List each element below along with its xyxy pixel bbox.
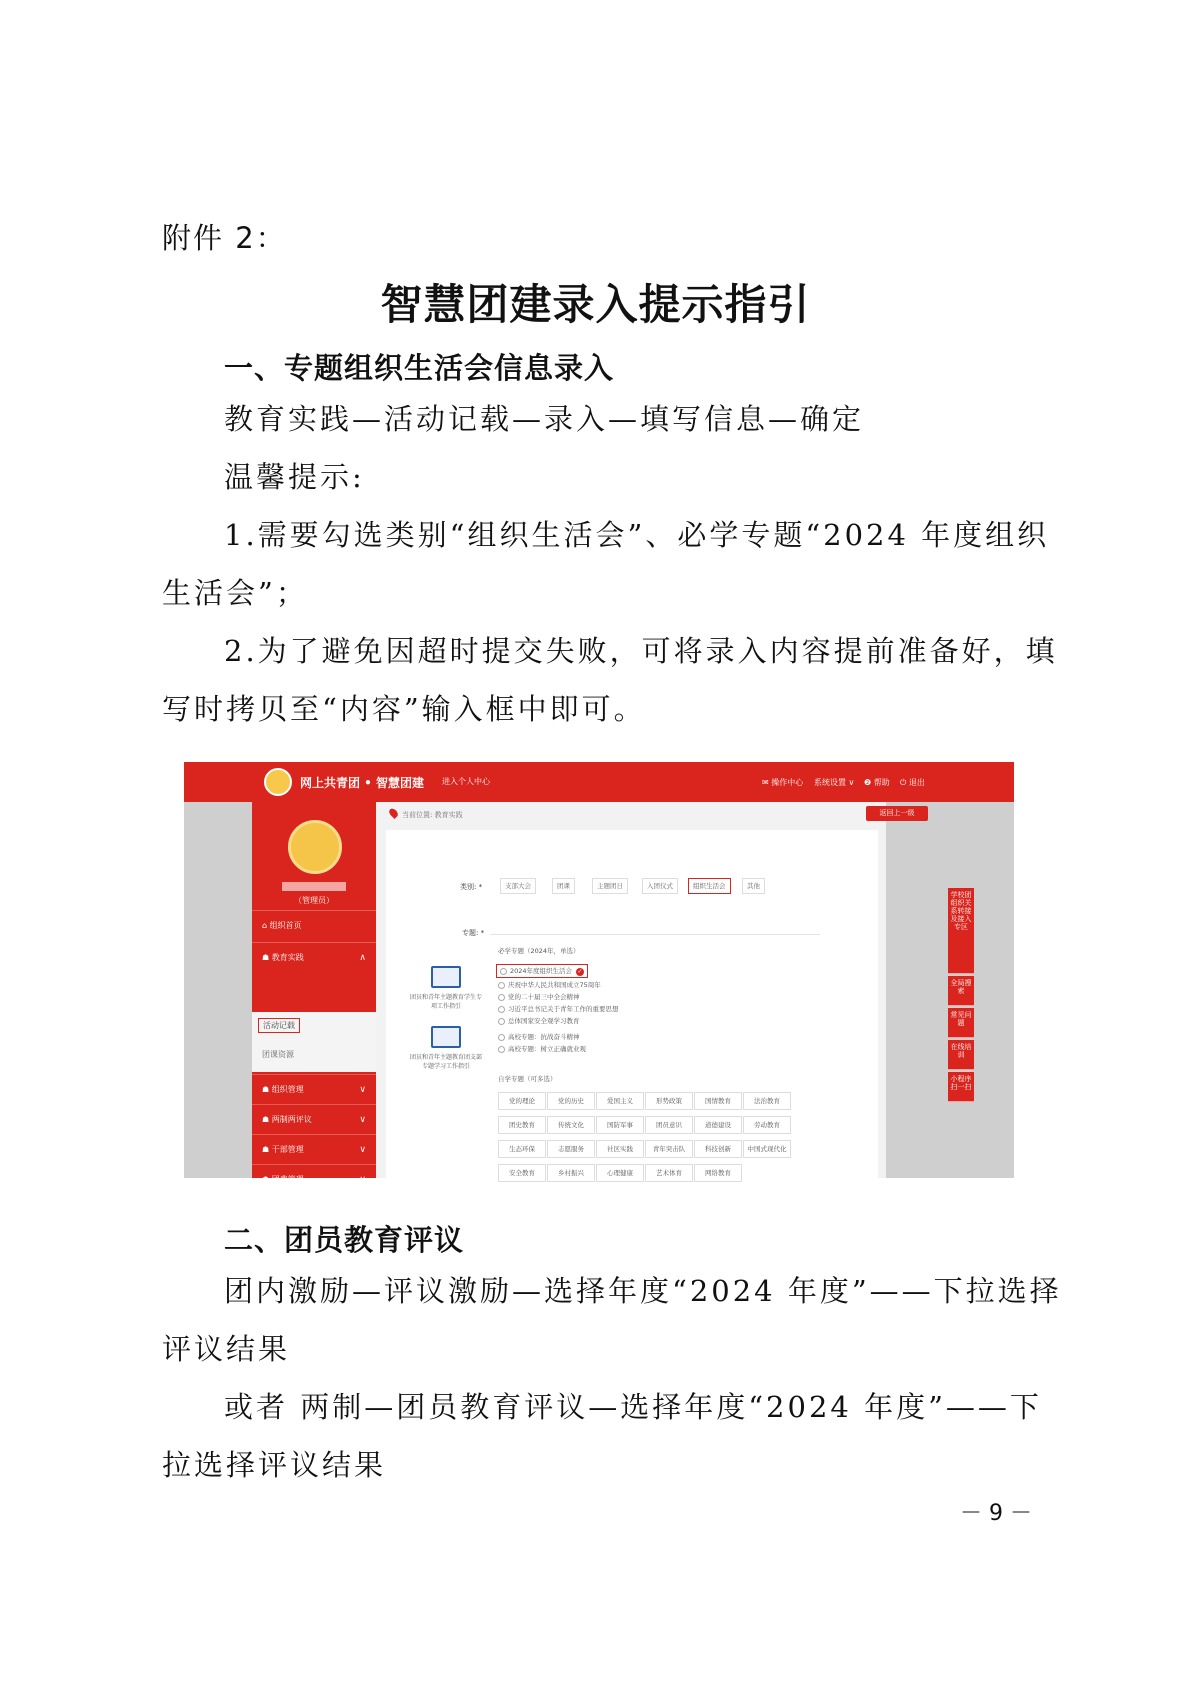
- guide-card-branches[interactable]: 团员和青年主题教育团支部专题学习工作指引: [408, 1026, 484, 1070]
- org-avatar: [288, 820, 342, 874]
- transfer-zone-button[interactable]: 学校团组织关系转接及接入专区: [948, 888, 974, 974]
- section2-line1: 团内激励—评议激励—选择年度“2024 年度”——下拉选择: [224, 1274, 1062, 1308]
- tag[interactable]: 团员意识: [645, 1116, 693, 1134]
- attachment-label: 附件 2：: [162, 221, 287, 255]
- option-2024-org-life-meeting[interactable]: 2024年度组织生活会 ✓: [496, 964, 588, 978]
- tag[interactable]: 心理健康: [596, 1164, 644, 1182]
- tag[interactable]: 艺术体育: [645, 1164, 693, 1182]
- chevron-down-icon: ∨: [359, 1115, 366, 1125]
- chevron-down-icon: ∨: [359, 1145, 366, 1155]
- section2-line4: 拉选择评议结果: [162, 1448, 387, 1482]
- optional-topics-label: 自学专题（可多选）: [498, 1075, 557, 1083]
- nav-org-home[interactable]: ⌂ 组织首页: [252, 910, 376, 940]
- logout-link[interactable]: ⏻ 退出: [900, 778, 925, 787]
- tag[interactable]: 团史教育: [498, 1116, 546, 1134]
- location-pin-icon: [387, 807, 399, 819]
- tag[interactable]: 生态环保: [498, 1140, 546, 1158]
- laptop-icon: [431, 1026, 461, 1048]
- tag[interactable]: 党的历史: [547, 1092, 595, 1110]
- tag[interactable]: 传统文化: [547, 1116, 595, 1134]
- faq-button[interactable]: 常见问题: [948, 1008, 974, 1038]
- tag[interactable]: 志愿服务: [547, 1140, 595, 1158]
- section1-heading: 一、专题组织生活会信息录入: [224, 351, 615, 385]
- nav-org-management[interactable]: ☗ 组织管理 ∨: [252, 1074, 376, 1104]
- mini-program-button[interactable]: 小程序扫一扫: [948, 1072, 974, 1102]
- tag[interactable]: 科技创新: [694, 1140, 742, 1158]
- option-youth-thought[interactable]: 习近平总书记关于青年工作的重要思想: [498, 1004, 619, 1013]
- system-screenshot: [184, 762, 1014, 1185]
- submenu-activity-record[interactable]: 活动记载: [258, 1018, 300, 1033]
- chevron-down-icon: ∨: [359, 1085, 366, 1095]
- tag[interactable]: 党的理论: [498, 1092, 546, 1110]
- section2-line3: 或者 两制—团员教育评议—选择年度“2024 年度”——下: [224, 1390, 1042, 1424]
- tag[interactable]: 中国式现代化: [743, 1140, 791, 1158]
- nav-two-systems[interactable]: ☗ 两制两评议 ∨: [252, 1104, 376, 1134]
- category-tab-joining-ceremony[interactable]: 入团仪式: [642, 878, 678, 894]
- tag[interactable]: 形势政策: [645, 1092, 693, 1110]
- tag[interactable]: 社区实践: [596, 1140, 644, 1158]
- section2-heading: 二、团员教育评议: [224, 1223, 465, 1257]
- option-75th-anniversary[interactable]: 庆祝中华人民共和国成立75周年: [498, 980, 601, 989]
- tip1-line2: 生活会”；: [162, 576, 308, 610]
- topic-label: 专题: *: [462, 929, 485, 937]
- global-search-button[interactable]: 全局搜索: [948, 976, 974, 1006]
- breadcrumb: 当前位置: 教育实践: [402, 811, 463, 819]
- nav-cadre-management[interactable]: ☗ 干部管理 ∨: [252, 1134, 376, 1164]
- brand-title: 网上共青团 • 智慧团建: [300, 776, 425, 790]
- main-area: [376, 802, 886, 1178]
- laptop-icon: [431, 966, 461, 988]
- category-tab-branch-meeting[interactable]: 支部大会: [500, 878, 536, 894]
- user-role: （管理员）: [294, 896, 334, 905]
- radio-icon: [500, 968, 507, 975]
- tag[interactable]: 青年突击队: [645, 1140, 693, 1158]
- tag[interactable]: 网络教育: [694, 1164, 742, 1182]
- tag[interactable]: 爱国主义: [596, 1092, 644, 1110]
- youth-league-logo: [264, 768, 292, 796]
- tag[interactable]: 法治教育: [743, 1092, 791, 1110]
- category-tab-org-life-meeting[interactable]: 组织生活会: [688, 878, 731, 894]
- section2-line2: 评议结果: [162, 1332, 291, 1366]
- option-campus-spirit[interactable]: 高校专题：抗战奋斗精神: [498, 1032, 580, 1041]
- tag[interactable]: 安全教育: [498, 1164, 546, 1182]
- top-bar: [184, 762, 1014, 802]
- option-third-plenum[interactable]: 党的二十届三中全会精神: [498, 992, 580, 1001]
- org-name-blurred: [282, 882, 346, 891]
- topic-divider: [490, 934, 820, 935]
- tip1-line1: 1.需要勾选类别“组织生活会”、必学专题“2024 年度组织: [224, 518, 1050, 552]
- online-training-button[interactable]: 在线培训: [948, 1040, 974, 1070]
- operation-center-link[interactable]: ✉ 操作中心: [762, 778, 804, 787]
- category-tab-league-class[interactable]: 团课: [552, 878, 575, 894]
- option-national-security[interactable]: 总体国家安全观学习教育: [498, 1016, 580, 1025]
- submenu-course-resources[interactable]: 团课资源: [262, 1050, 294, 1059]
- personal-center-link[interactable]: 进入个人中心: [442, 777, 490, 786]
- nav-education-practice[interactable]: ☗ 教育实践 ∧: [252, 942, 376, 972]
- sidebar: [252, 802, 376, 1185]
- chevron-down-icon: ∨: [359, 1175, 366, 1185]
- category-label: 类别: *: [460, 883, 483, 891]
- category-tab-other[interactable]: 其他: [742, 878, 765, 894]
- nav-fee-management[interactable]: ☗ 团费管理 ∨: [252, 1164, 376, 1194]
- guide-card-students[interactable]: 团员和青年主题教育学生专项工作指引: [408, 966, 484, 1010]
- page-title: 智慧团建录入提示指引: [380, 280, 811, 329]
- entry-form-panel: [386, 830, 878, 1190]
- category-tab-theme-day[interactable]: 主题团日: [592, 878, 628, 894]
- required-topics-label: 必学专题（2024年，单选）: [498, 947, 580, 955]
- system-settings-menu[interactable]: 系统设置 ∨: [814, 778, 855, 787]
- back-button[interactable]: 返回上一级: [866, 806, 928, 821]
- page-number: － 9 －: [960, 1501, 1032, 1526]
- tag[interactable]: 国情教育: [694, 1092, 742, 1110]
- tag[interactable]: 乡村振兴: [547, 1164, 595, 1182]
- help-link[interactable]: ❷ 帮助: [864, 778, 890, 787]
- tag[interactable]: 国防军事: [596, 1116, 644, 1134]
- option-campus-employment[interactable]: 高校专题：树立正确就业观: [498, 1044, 586, 1053]
- tip-label: 温馨提示:: [224, 460, 365, 494]
- tip2-line1: 2.为了避免因超时提交失败，可将录入内容提前准备好，填: [224, 634, 1058, 668]
- tag[interactable]: 劳动教育: [743, 1116, 791, 1134]
- tip2-line2: 写时拷贝至“内容”输入框中即可。: [162, 692, 646, 726]
- tag[interactable]: 道德建设: [694, 1116, 742, 1134]
- section1-path: 教育实践—活动记载—录入—填写信息—确定: [224, 402, 865, 436]
- education-submenu: [252, 1012, 376, 1072]
- chevron-up-icon: ∧: [359, 953, 366, 963]
- selected-mark-icon: ✓: [577, 968, 583, 975]
